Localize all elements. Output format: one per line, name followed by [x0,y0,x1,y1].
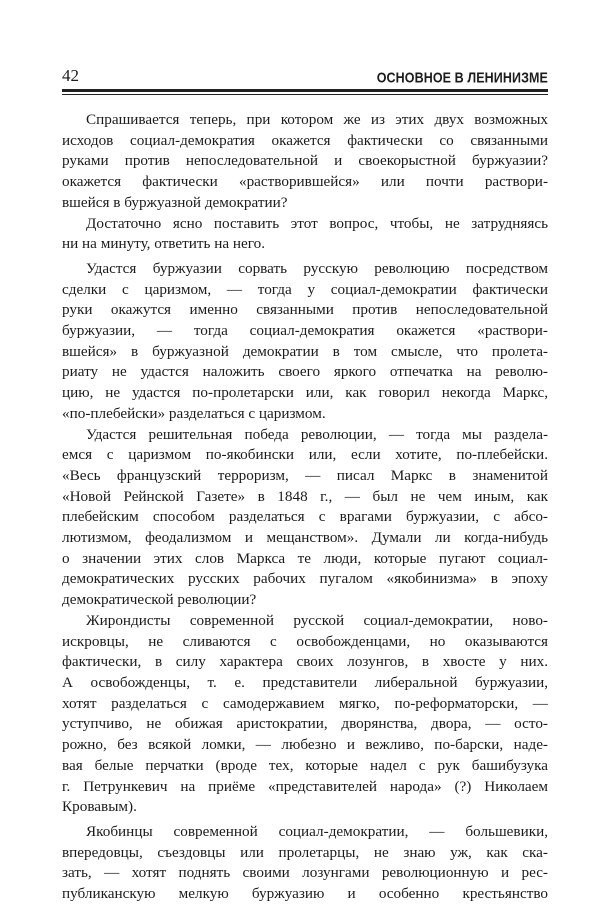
text-line: о значении этих слов Маркса те люди, которые пугают социал- [62,549,548,567]
text-line: демократических русских рабочих пугалом «якобинизма» в эпоху [62,570,548,588]
page-number: 42 [62,66,79,85]
text-line: Удастся буржуазии сорвать русскую революцию посредством [86,259,548,277]
text-line: вая белые перчатки (вроде тех, которые надел с рук башибузука [62,756,548,774]
text-line: Спрашивается теперь, при котором же из этих двух возможных [86,111,548,128]
text-line: цию, не удастся по-пролетарски или, как говорил некогда Маркс, [62,384,548,402]
text-line: ни на минуту, ответить на него. [62,235,266,253]
text-line: вшейся в буржуазной демократии? [62,193,288,211]
text-line: лютизмом, феодализмом и мещанством». Думали ли когда-нибудь [62,529,548,547]
text-line: Удастся решительная победа революции, — тогда мы раздела- [86,425,548,443]
text-line: хотят разделаться с самодержавием мягко, по-реформаторски, — [62,694,548,712]
text-line: демократической революции? [62,591,257,609]
text-line: зать, — хотят поднять своими лозунгами революционную и рес- [62,864,548,882]
text-line: А освобожденцы, т. е. представители либеральной буржуазии, [62,673,548,691]
text-line: «Весь французский терроризм, — писал Маркс в знаменитой [62,466,548,484]
text-line: г. Петрункевич на приёме «представителей народа» (?) Николаем [62,777,548,795]
text-line: руками против непоследовательной и своекорыстной буржуазии? [62,152,548,170]
text-line: буржуазии, — тогда социал-демократия окажется «раствори- [62,322,548,340]
text-line: «Новой Рейнской Газете» в 1848 г., — был не чем иным, как [62,487,548,505]
text-line: впередовцы, съездовцы или пролетарцы, не знаю уж, как ска- [62,843,548,861]
text-line: руки окажутся именно связанными против непоследовательной [62,301,548,319]
text-line: плебейским способом разделаться с врагами буржуазии, с абсо- [62,508,548,526]
text-line: «по-плебейски» разделаться с царизмом. [62,404,326,422]
header-rule-thin [62,94,548,95]
text-line: Жирондисты современной русской социал-демократии, ново- [86,611,548,629]
header-rule-thick [62,89,548,92]
text-line: исходов социал-демократия окажется фактически со связанными [62,131,548,149]
text-line: фактически, в силу характера своих лозунгов, в хвосте у них. [62,653,548,671]
text-line: окажется фактически «растворившейся» или почти раствори- [62,173,548,191]
text-line: искровцы, не сливаются с освобожденцами, но оказываются [62,632,548,650]
text-line: сделки с царизмом, — тогда у социал-демократии фактически [62,280,548,298]
text-line: Достаточно ясно поставить этот вопрос, чтобы, не затрудняясь [86,214,548,232]
text-line: уступчиво, не обижая аристократии, дворянства, двора, — осто- [62,715,548,733]
text-line: рожно, без всякой ломки, — любезно и вежливо, по-барски, наде- [62,736,548,754]
body-text [62,110,548,905]
running-title: ОСНОВНОЕ В ЛЕНИНИЗМЕ [376,69,548,87]
text-line: Якобинцы современной социал-демократии, — большевики, [86,822,548,840]
text-line: емся с царизмом по-якобински или, если хотите, по-плебейски. [62,446,548,464]
text-line: Кровавым). [62,798,137,816]
text-line: риату не удастся наложить своего яркого отпечатка на револю- [62,363,548,381]
text-line: публиканскую мелкую буржуазию и особенно крестьянство [62,885,548,903]
text-line: вшейся» в буржуазной демократии в том смысле, что пролета- [62,342,548,360]
